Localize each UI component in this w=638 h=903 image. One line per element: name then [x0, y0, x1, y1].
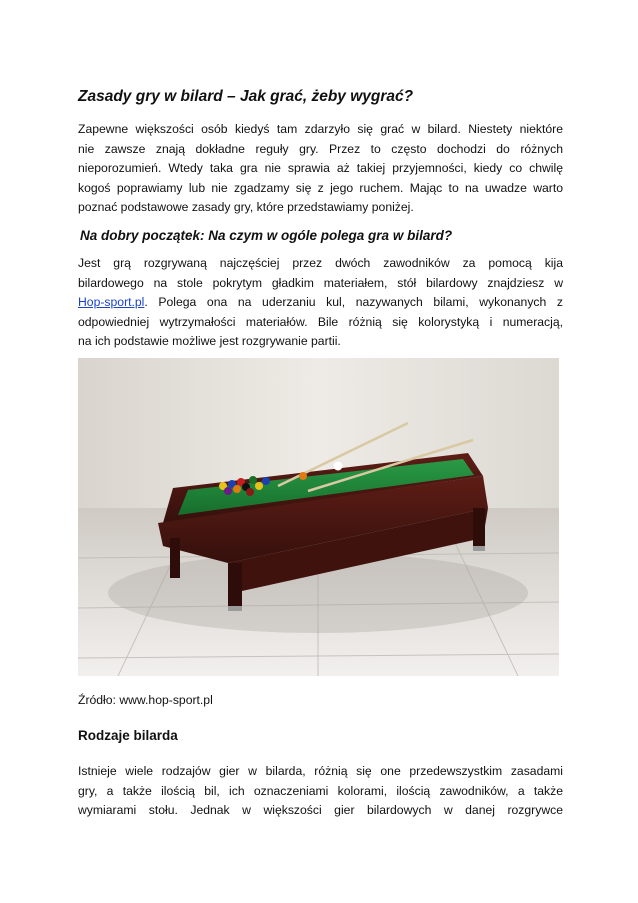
- basics-line: na ich podstawie możliwe jest rozgrywanie partii.: [78, 334, 341, 348]
- basics-line: [78, 293, 563, 313]
- intro-paragraph: [78, 120, 563, 218]
- hop-sport-link[interactable]: Hop-sport.pl: [78, 295, 145, 309]
- basics-line: Jest grą rozgrywaną najczęściej przez dwóch zawodników za pomocą kija: [78, 256, 563, 270]
- basics-line: odpowiedniej wytrzymałości materiałów. Bile różnią się kolorystyką i numeracją,: [78, 314, 563, 329]
- document-title: Zasady gry w bilard – Jak grać, żeby wygrać?: [78, 88, 414, 105]
- billiard-table-image: [78, 358, 559, 676]
- basics-line: bilardowego na stole pokrytym gładkim materiałem, stół bilardowy znajdziesz w: [78, 275, 563, 290]
- section-heading-types: Rodzaje bilarda: [78, 728, 178, 743]
- image-caption: Źródło: www.hop-sport.pl: [78, 693, 213, 707]
- types-line: gry, a także ilością bil, ich oznaczeniami kolorami, ilością zawodników, a także: [78, 783, 563, 798]
- basics-paragraph: [78, 254, 563, 352]
- intro-line: nieporozumień. Wtedy taka gra nie sprawia aż takiej przyjemności, kiedy co chwilę: [78, 161, 563, 175]
- intro-line: kogoś poprawiamy lub nie zgadzamy się z jego ruchem. Mając to na uwadze warto: [78, 180, 563, 195]
- types-paragraph: [78, 762, 563, 821]
- types-line: Istnieje wiele rodzajów gier w bilarda, różnią się one przedewszystkim zasadami: [78, 764, 563, 778]
- intro-line: Zapewne większości osób kiedyś tam zdarzyło się grać w bilard. Niestety niektóre: [78, 122, 563, 136]
- section-heading-basics: Na dobry początek: Na czym w ogóle polega gra w bilard?: [80, 228, 453, 243]
- intro-line: nie zawsze znają dokładne reguły gry. Przez to często dochodzi do różnych: [78, 141, 563, 156]
- basics-line-text: . Polega ona na uderzaniu kul, nazywanych bilami, wykonanych z: [144, 295, 563, 309]
- intro-line: poznać podstawowe zasady gry, które przedstawiamy poniżej.: [78, 200, 414, 214]
- types-line: wymiarami stołu. Jednak w większości gier bilardowych w danej rozgrywce: [78, 803, 563, 817]
